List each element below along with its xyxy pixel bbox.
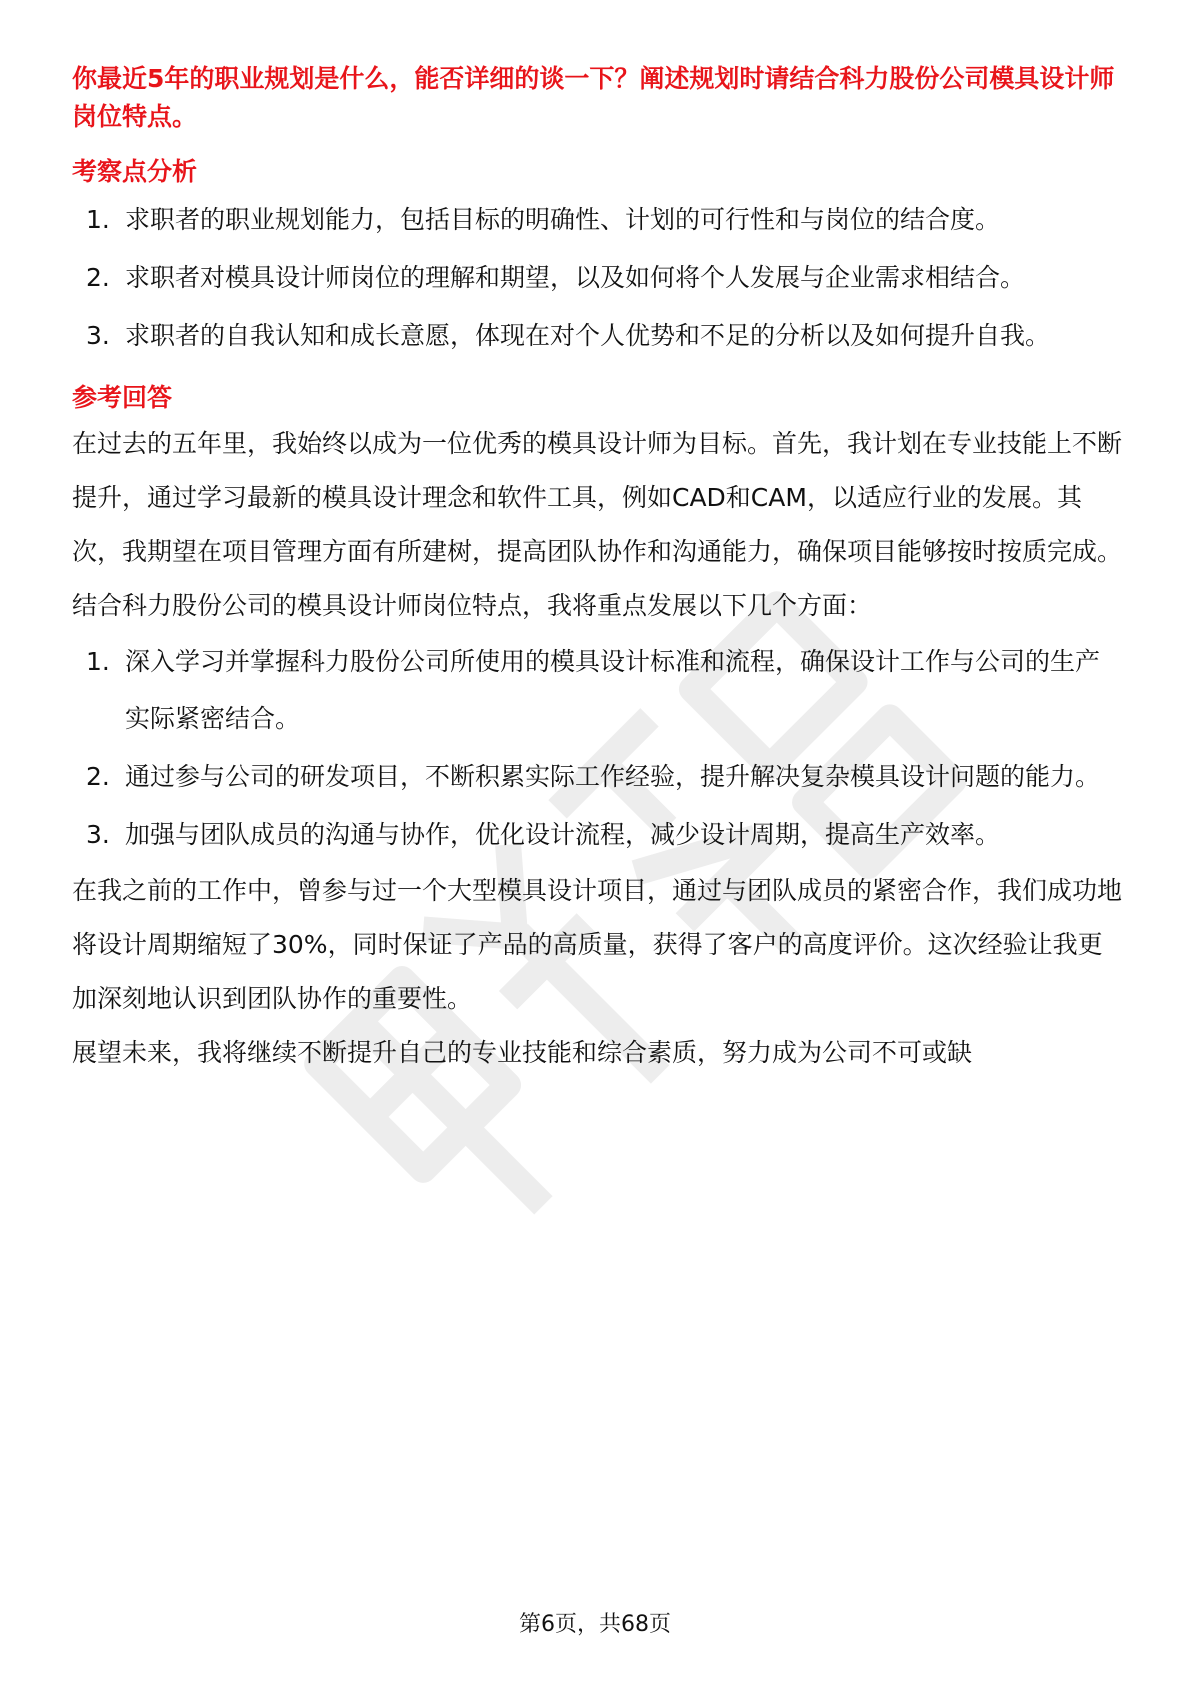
list-item-number: 3. xyxy=(86,321,110,350)
list-item-number: 1. xyxy=(86,647,110,676)
list-item xyxy=(72,249,1122,306)
list-item-text: 求职者的自我认知和成长意愿，体现在对个人优势和不足的分析以及如何提升自我。 xyxy=(125,321,1051,350)
answer-list xyxy=(72,633,1122,863)
list-item-text: 加强与团队成员的沟通与协作，优化设计流程，减少设计周期，提高生产效率。 xyxy=(125,820,1001,849)
list-item xyxy=(72,191,1122,248)
analysis-section-title: 考察点分析 xyxy=(72,157,198,186)
list-item xyxy=(72,633,1122,747)
document-content xyxy=(72,60,1122,1080)
answer-section-title: 参考回答 xyxy=(72,383,173,412)
list-item-number: 2. xyxy=(86,762,110,791)
page-number-footer: 第6页，共68页 xyxy=(519,1612,671,1637)
list-item-text: 求职者对模具设计师岗位的理解和期望，以及如何将个人发展与企业需求相结合。 xyxy=(125,263,1026,292)
list-item xyxy=(72,748,1122,805)
list-item xyxy=(72,307,1122,364)
list-item-number: 2. xyxy=(86,263,110,292)
analysis-list xyxy=(72,191,1122,364)
list-item-number: 1. xyxy=(86,205,110,234)
list-item-text: 通过参与公司的研发项目，不断积累实际工作经验，提升解决复杂模具设计问题的能力。 xyxy=(125,762,1101,791)
list-item xyxy=(72,806,1122,863)
list-item-number: 3. xyxy=(86,820,110,849)
experience-paragraph: 在我之前的工作中，曾参与过一个大型模具设计项目，通过与团队成员的紧密合作，我们成功地将设计周期缩短了30%，同时保证了产品的高质量，获得了客户的高度评价。这次经验让我更加深刻地认识到团队协作的重要性。 xyxy=(72,876,1123,1013)
question-heading: 你最近5年的职业规划是什么，能否详细的谈一下？阐述规划时请结合科力股份公司模具设计师岗位特点。 xyxy=(72,64,1115,131)
outlook-paragraph: 展望未来，我将继续不断提升自己的专业技能和综合素质，努力成为公司不可或缺 xyxy=(72,1038,973,1067)
list-item-text: 深入学习并掌握科力股份公司所使用的模具设计标准和流程，确保设计工作与公司的生产实际紧密结合。 xyxy=(125,647,1101,733)
answer-intro-paragraph: 在过去的五年里，我始终以成为一位优秀的模具设计师为目标。首先，我计划在专业技能上不断提升，通过学习最新的模具设计理念和软件工具，例如CAD和CAM，以适应行业的发展。其次，我期望在项目管理方面有所建树，提高团队协作和沟通能力，确保项目能够按时按质完成。结合科力股份公司的模具设计师岗位特点，我将重点发展以下几个方面： xyxy=(72,429,1123,620)
list-item-text: 求职者的职业规划能力，包括目标的明确性、计划的可行性和与岗位的结合度。 xyxy=(125,205,1001,234)
